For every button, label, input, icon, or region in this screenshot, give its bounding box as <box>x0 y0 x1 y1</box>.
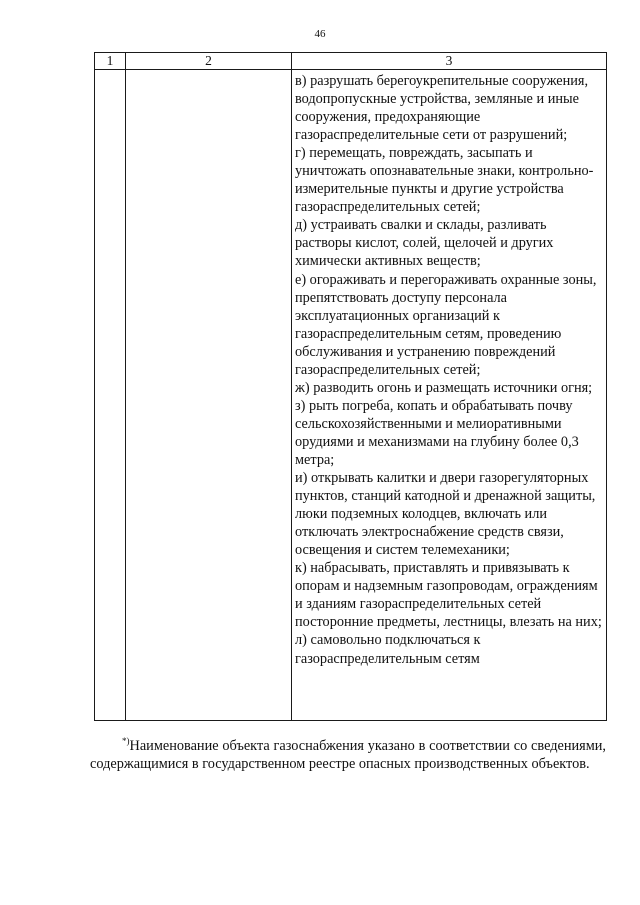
footnote-marker: *) <box>122 736 130 746</box>
list-item: г) перемещать, повреждать, засыпать и уничтожать опознавательные знаки, контрольно-измерительные пункты и другие устройства газораспределительных сетей; <box>295 145 594 216</box>
list-item: в) разрушать берегоукрепительные сооружения, водопропускные устройства, земляные и иные сооружения, предохраняющие газораспределительные сети от разрушений; <box>295 73 589 144</box>
table-header-row <box>95 53 607 70</box>
list-item: д) устраивать свалки и склады, разливать растворы кислот, солей, щелочей и других химически активных веществ; <box>295 217 554 270</box>
list-item: ж) разводить огонь и размещать источники огня; <box>295 379 593 396</box>
table-row <box>95 70 607 721</box>
page-number: 46 <box>314 28 326 40</box>
list-item: е) огораживать и перегораживать охранные зоны, препятствовать доступу персонала эксплуатационных организаций к газораспределительным сетям, проведению обслуживания и устранению повреждений газораспределительных сетей; <box>295 271 597 378</box>
footnote <box>90 737 606 773</box>
list-item: л) самовольно подключаться к газораспределительным сетям <box>295 632 481 667</box>
table-cell-col1 <box>95 70 126 721</box>
list-item: к) набрасывать, приставлять и привязывать к опорам и надземным газопроводам, ограждениям и зданиям газораспределительных сетей посторонние предметы, лестницы, влезать на них; <box>295 560 602 631</box>
column-header-2: 2 <box>126 53 292 70</box>
list-item: и) открывать калитки и двери газорегуляторных пунктов, станций катодной и дренажной защиты, люки подземных колодцев, включать или отключать электроснабжение средств связи, освещения и систем телемеханики; <box>295 470 596 559</box>
table-cell-col2 <box>126 70 292 721</box>
list-item: з) рыть погреба, копать и обрабатывать почву сельскохозяйственными и мелиоративными орудиями и механизмами на глубину более 0,3 метра; <box>295 397 579 468</box>
column-header-1: 1 <box>95 53 126 70</box>
data-table <box>94 52 607 721</box>
footnote-text: Наименование объекта газоснабжения указано в соответствии со сведениями, содержащимися в государственном реестре опасных производственных объектов. <box>90 738 606 772</box>
table-cell-col3 <box>292 70 607 721</box>
prohibition-list <box>292 70 606 668</box>
column-header-3: 3 <box>292 53 607 70</box>
